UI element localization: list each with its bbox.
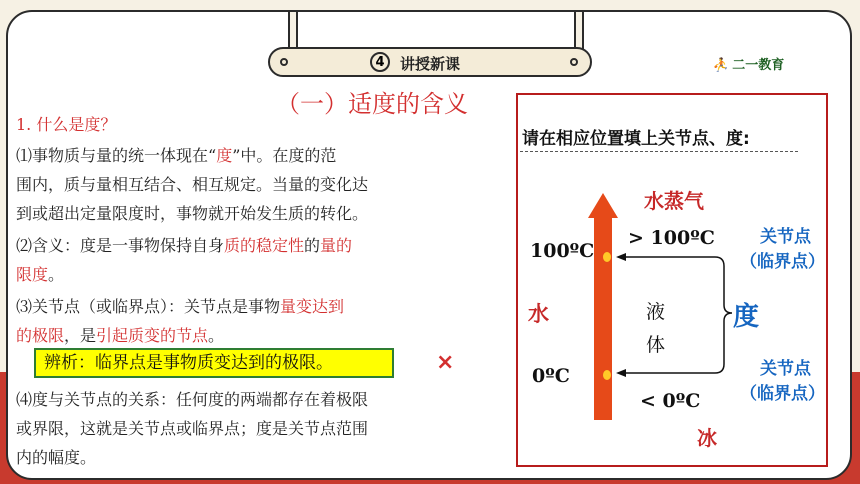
label-liquid-2: 体 — [646, 334, 666, 356]
paragraph-1-line-2: 围内，质与量相互结合、相互规定。当量的变化达 — [16, 175, 369, 194]
degree-brace — [715, 257, 732, 373]
lesson-number-badge: 4 — [370, 52, 390, 72]
analysis-callout: 辨析：临界点是事物质变达到的极限。 — [34, 348, 394, 378]
label-0c: 0ºC — [532, 365, 570, 387]
section-title: （一）适度的含义 — [276, 90, 468, 118]
wrong-mark: × — [436, 350, 455, 375]
label-ice: 冰 — [697, 426, 717, 450]
label-water: 水 — [528, 302, 549, 326]
pointer-head-top — [616, 253, 626, 261]
paragraph-3-line-1: ⑶关节点（或临界点）：关节点是事物量变达到 — [16, 297, 345, 316]
label-node-bottom: 关节点 — [760, 359, 811, 379]
paragraph-4-line-3: 内的幅度。 — [16, 448, 97, 467]
paragraph-2-line-2: 限度。 — [16, 265, 65, 284]
pointer-head-bottom — [616, 369, 626, 377]
paragraph-4-line-1: ⑷度与关节点的关系：任何度的两端都存在着极限 — [16, 390, 369, 409]
runner-icon: ⛹ — [712, 58, 729, 73]
label-below-0: < 0ºC — [640, 390, 701, 412]
question-heading: 1. 什么是度？ — [16, 115, 117, 134]
paragraph-3-line-2: 的极限，是引起质变的节点。 — [16, 326, 225, 345]
label-100c: 100ºC — [530, 240, 595, 262]
label-critical-bottom: （临界点） — [740, 384, 825, 404]
label-critical-top: （临界点） — [740, 252, 825, 272]
paragraph-4-line-2: 或界限，这就是关节点或临界点；度是关节点范围 — [16, 419, 369, 438]
temperature-arrow — [588, 193, 618, 420]
paragraph-2-line-1: ⑵含义：度是一事物保持自身质的稳定性的量的 — [16, 236, 353, 255]
label-node-top: 关节点 — [760, 227, 811, 247]
label-degree: 度 — [733, 302, 760, 332]
boiling-point-dot — [603, 252, 611, 262]
label-vapor: 水蒸气 — [644, 189, 704, 213]
paragraph-1-line-1: ⑴事物质与量的统一体现在“度”中。在度的范 — [16, 146, 337, 165]
paragraph-1-line-3: 到或超出定量限度时，事物就开始发生质的转化。 — [16, 204, 369, 223]
freezing-point-dot — [603, 370, 611, 380]
diagram-title: 请在相应位置填上关节点、度: — [522, 129, 750, 149]
label-above-100: > 100ºC — [628, 227, 715, 249]
label-liquid-1: 液 — [646, 301, 666, 323]
lesson-title: 讲授新课 — [400, 55, 461, 73]
logo-text: 二一教育 — [732, 58, 785, 73]
